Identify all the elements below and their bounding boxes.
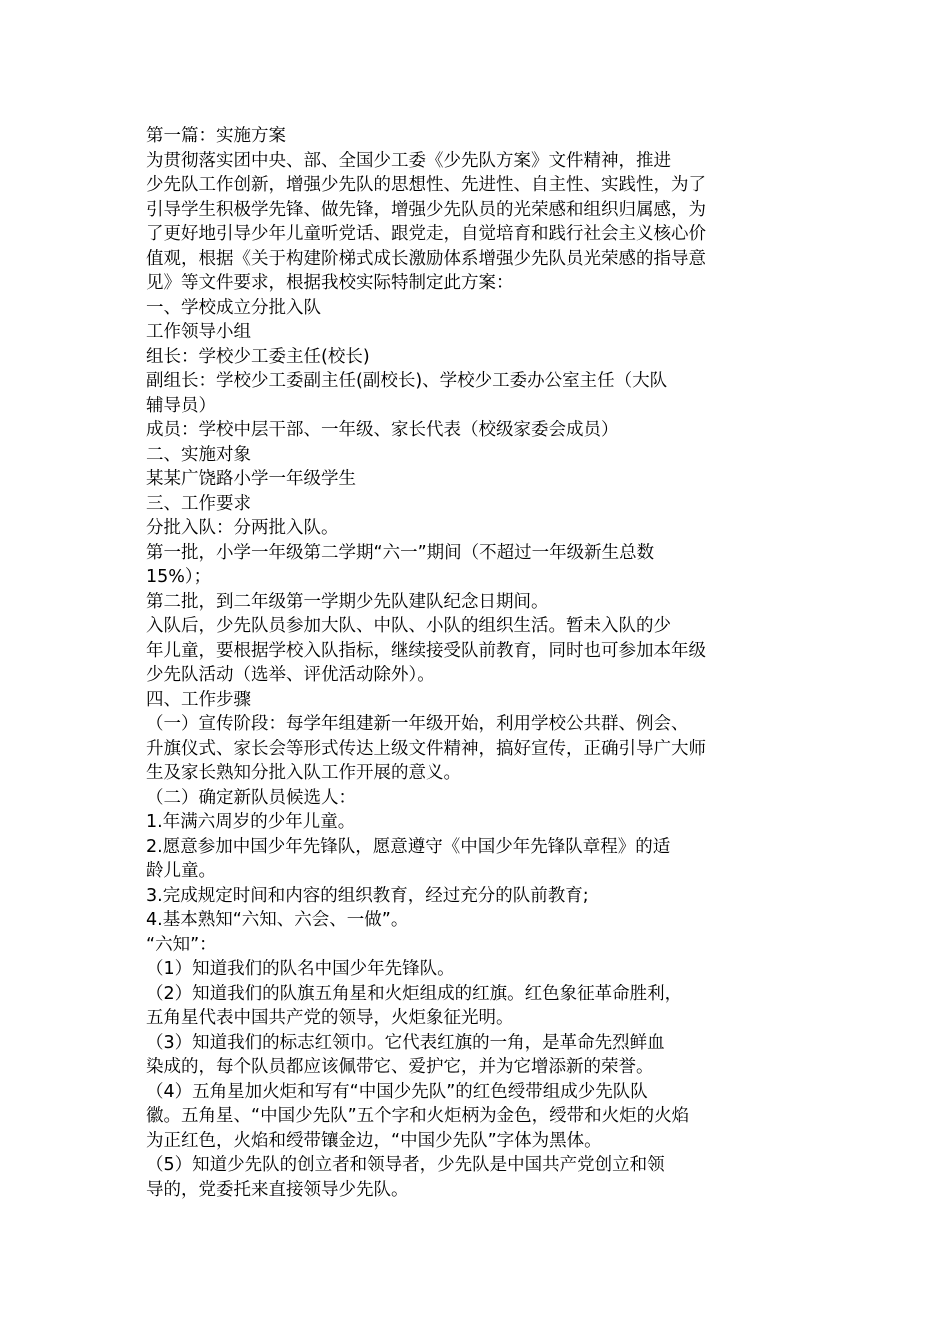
- paragraph-line: 组长：学校少工委主任(校长): [146, 346, 370, 367]
- list-item: 徽。五角星、“中国少先队”五个字和火炬柄为金色，绶带和火炬的火焰: [146, 1106, 690, 1126]
- paragraph-line: 辅导员）: [146, 395, 216, 416]
- section-heading: 三、工作要求: [146, 493, 251, 514]
- list-item: 导的，党委托来直接领导少先队。: [146, 1179, 409, 1200]
- list-item: 4.基本熟知“六知、六会、一做”。: [146, 910, 409, 930]
- list-item: 龄儿童。: [146, 861, 216, 881]
- list-item: 2.愿意参加中国少年先锋队，愿意遵守《中国少年先锋队章程》的适: [146, 836, 671, 857]
- paragraph-line: 少先队工作创新，增强少先队的思想性、先进性、自主性、实践性，为了: [146, 175, 706, 195]
- paragraph-line: 值观，根据《关于构建阶梯式成长激励体系增强少先队员光荣感的指导意: [146, 248, 706, 269]
- section-heading: 二、实施对象: [146, 444, 251, 465]
- paragraph-line: 了更好地引导少年儿童听党话、跟党走，自觉培育和践行社会主义核心价: [146, 224, 706, 244]
- paragraph-line: 第二批，到二年级第一学期少先队建队纪念日期间。: [146, 591, 549, 612]
- paragraph-line: 少先队活动（选举、评优活动除外）。: [146, 665, 435, 685]
- list-item: 染成的，每个队员都应该佩带它、爱护它，并为它增添新的荣誉。: [146, 1057, 654, 1077]
- list-item: （5）知道少先队的创立者和领导者，少先队是中国共产党创立和领: [146, 1155, 665, 1175]
- paragraph-line: 第一批，小学一年级第二学期“六一”期间（不超过一年级新生总数: [146, 542, 655, 563]
- list-item: 五角星代表中国共产党的领导，火炬象征光明。: [146, 1008, 514, 1028]
- paragraph-line: 升旗仪式、家长会等形式传达上级文件精神，搞好宣传，正确引导广大师: [146, 738, 706, 759]
- paragraph-line: 为贯彻落实团中央、部、全国少工委《少先队方案》文件精神，推进: [146, 150, 671, 171]
- list-item: （2）知道我们的队旗五角星和火炬组成的红旗。红色象征革命胜利，: [146, 983, 683, 1004]
- paragraph-line: 年儿童，要根据学校入队指标，继续接受队前教育，同时也可参加本年级: [146, 640, 706, 661]
- list-item: 3.完成规定时间和内容的组织教育，经过充分的队前教育;: [146, 885, 589, 906]
- document-body: [146, 124, 786, 1202]
- paragraph-line: 成员：学校中层干部、一年级、家长代表（校级家委会成员）: [146, 420, 619, 440]
- list-item: 为正红色，火焰和绶带镶金边，“中国少先队”字体为黑体。: [146, 1130, 602, 1151]
- subsection-heading: （二）确定新队员候选人：: [146, 787, 356, 808]
- paragraph-line: 引导学生积极学先锋、做先锋，增强少先队员的光荣感和组织归属感，为: [146, 199, 706, 220]
- paragraph-line: 入队后，少先队员参加大队、中队、小队的组织生活。暂未入队的少: [146, 616, 671, 636]
- list-item: （3）知道我们的标志红领巾。它代表红旗的一角，是革命先烈鲜血: [146, 1032, 665, 1053]
- paragraph-line: 副组长：学校少工委副主任(副校长)、学校少工委办公室主任（大队: [146, 371, 668, 391]
- list-item: （4）五角星加火炬和写有“中国少先队”的红色绶带组成少先队队: [146, 1081, 648, 1102]
- paragraph-line: 分批入队：分两批入队。: [146, 518, 339, 538]
- section-heading: 一、学校成立分批入队: [146, 297, 321, 318]
- paragraph-line: “六知”：: [146, 934, 217, 955]
- paragraph-line: 工作领导小组: [146, 322, 251, 342]
- section-heading: 四、工作步骤: [146, 689, 251, 710]
- paragraph-line: 15%）；: [146, 567, 212, 587]
- list-item: 1.年满六周岁的少年儿童。: [146, 812, 356, 832]
- paragraph-line: （一）宣传阶段：每学年组建新一年级开始，利用学校公共群、例会、: [146, 714, 689, 734]
- list-item: （1）知道我们的队名中国少年先锋队。: [146, 959, 455, 979]
- paragraph-line: 见》等文件要求，根据我校实际特制定此方案：: [146, 273, 514, 293]
- document-title: 第一篇：实施方案: [146, 126, 286, 146]
- paragraph-line: 生及家长熟知分批入队工作开展的意义。: [146, 763, 461, 783]
- paragraph-line: 某某广饶路小学一年级学生: [146, 469, 356, 489]
